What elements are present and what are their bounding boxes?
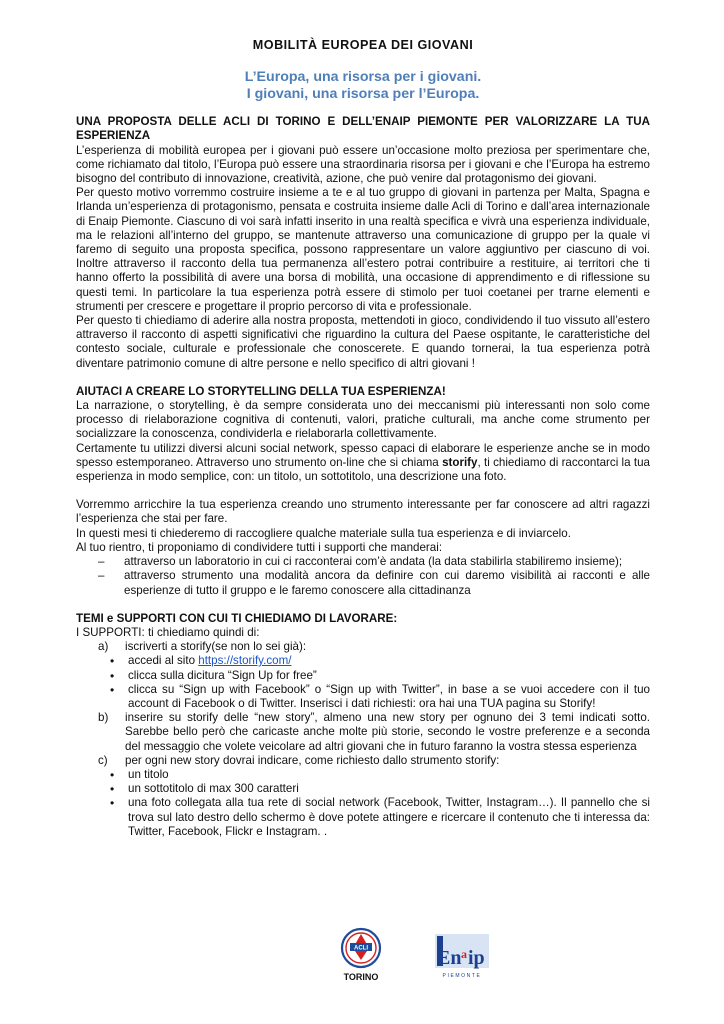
bullet-text: un sottotitolo di max 300 caratteri xyxy=(128,782,299,796)
bullet-text: una foto collegata alla tua rete di social network (Facebook, Twitter, Instagram…). Il pannello che si trova sul lato destro dello schermo è dove potete attingere e ricercare il contenuto che ti interessa da: Twitter, Facebook, Flickr e Instagram. . xyxy=(128,796,650,838)
list-item xyxy=(76,555,650,569)
step-a-label: a) xyxy=(98,640,109,654)
list-item xyxy=(76,768,650,782)
storytelling-paragraph-4: In questi mesi ti chiederemo di raccogliere qualche materiale sulla tua esperienza e di inviarcelo. xyxy=(76,526,571,540)
storytelling-p2-after: , ti chiediamo di raccontarci la tua esperienza in modo semplice, con: un titolo, un sottotitolo, una descrizione una foto. xyxy=(76,455,650,484)
storytelling-paragraph-2 xyxy=(76,442,650,485)
bullet-marker: • xyxy=(110,782,115,797)
bullet-marker: • xyxy=(110,668,115,683)
enaip-wordmark-end: ip xyxy=(468,947,485,969)
bullet-marker: • xyxy=(110,767,115,782)
step-c-bullets xyxy=(76,768,650,839)
list-item xyxy=(76,683,650,711)
storify-term: storify xyxy=(442,455,478,469)
acli-torino-logo xyxy=(338,926,384,984)
acli-wordmark: ACLI xyxy=(354,945,368,952)
list-item xyxy=(76,569,650,597)
bullet-text: clicca sulla dicitura “Sign Up for free” xyxy=(128,668,317,682)
proposal-paragraph-1: L’esperienza di mobilità europea per i giovani può essere un’occasione molto preziosa per sperimentare che, come richiamato dal titolo, l’Europa può essere una straordinaria risorsa per i giovani e che l’Europa ha estremo bisogno del contributo di innovazione, creatività, azione, che può venire dal protagonismo dei giovani. xyxy=(76,143,650,186)
acli-city-label: TORINO xyxy=(343,972,379,982)
bullet-text: un titolo xyxy=(128,767,169,781)
return-support-list xyxy=(76,555,650,598)
list-item xyxy=(76,654,650,668)
step-a-text: iscriverti a storify(se non lo sei già): xyxy=(125,640,307,654)
step-b-label: b) xyxy=(98,711,109,725)
step-b-text: inserire su storify delle “new story”, almeno una new story per ognuno dei 3 temi indicati sotto. Sarebbe bello però che caricaste anche molte più storie, secondo le vostre preferenze e a seconda del messaggio che volete veicolare ad altri giovani che in futuro faranno la vostra stessa esperienza xyxy=(125,711,650,753)
bullet-marker: • xyxy=(110,796,115,811)
step-c-label: c) xyxy=(98,753,108,767)
storytelling-paragraph-5: Al tuo rientro, ti proponiamo di condividere tutti i supporti che manderai: xyxy=(76,540,443,554)
footer-logos xyxy=(0,926,724,986)
storytelling-p2-before: Certamente tu utilizzi diversi alcuni social network, spesso capaci di elaborare le esperienze anche se in modo spesso estemporaneo. Attraverso uno strumento on-line che si chiama xyxy=(76,441,650,469)
section-themes-heading: TEMI e SUPPORTI CON CUI TI CHIEDIAMO DI LAVORARE: xyxy=(76,611,398,625)
list-item xyxy=(76,782,650,796)
section-proposal-heading: UNA PROPOSTA DELLE ACLI DI TORINO E DELL’ENAIP PIEMONTE PER VALORIZZARE LA TUA ESPERIENZA xyxy=(76,115,650,143)
bullet-marker: • xyxy=(110,682,115,697)
list-item-text: attraverso un laboratorio in cui ci racconterai com’è andata (la data stabilirla stabiliremo insieme); xyxy=(124,555,623,569)
subtitle-line-1: L’Europa, una risorsa per i giovani. xyxy=(244,69,482,86)
list-item xyxy=(76,796,650,839)
storytelling-paragraph-1: La narrazione, o storytelling, è da sempre considerata uno dei meccanismi più interessanti non solo come processo di rielaborazione cognitiva di contenuti, valori, pratiche culturali, ma anche come strumento per socializzare la conoscenza, condividerla e rielaborarla collettivamente. xyxy=(76,399,650,441)
proposal-paragraph-2: Per questo motivo vorremmo costruire insieme a te e al tuo gruppo di giovani in partenza per Malta, Spagna e Irlanda un’esperienza di protagonismo, pensata e costruita insieme dalle Acli di Torino e dall’area internazionale di Enaip Piemonte. Ciascuno di voi sarà infatti inserito in una realtà specifica e vivrà una esperienza individuale, ma le relazioni all’interno del gruppo, se mantenute attraverso una comunicazione di gruppo per la quale vi faremo di seguito una proposta specifica, possono rappresentare un valore aggiuntivo per ciascuno di voi. Inoltre attraverso il racconto della tua permanenza all’estero potrai contribuire a restituire, ai territori che ti hanno offerto la possibilità di avere una borsa di mobilità, una occasione di apprendimento e di riflessione su questi temi. In particolare la tua esperienza potrà essere di stimolo per tuoi coetanei per trarne elementi e strumenti per crescere e progettare il proprio percorso di vita e professionale. xyxy=(76,186,650,313)
enaip-region-label: PIEMONTE xyxy=(442,973,482,979)
document-body xyxy=(76,38,650,839)
document-title: MOBILITÀ EUROPEA DEI GIOVANI xyxy=(252,38,474,52)
step-a-bullets xyxy=(76,654,650,711)
storytelling-paragraph-3: Vorremmo arricchire la tua esperienza creando uno strumento interessante per far conoscere ad altri ragazzi l’esperienza che stai per fare. xyxy=(76,498,650,526)
storify-link[interactable]: https://storify.com/ xyxy=(198,654,292,668)
enaip-wordmark-start: En xyxy=(437,947,462,969)
list-item xyxy=(76,669,650,683)
bullet-text: accedi al sito xyxy=(128,654,199,668)
list-item-text: attraverso strumento una modalità ancora da definire con cui daremo visibilità ai racconti e alle esperienze di tutto il gruppo e le faremo conoscere alla cittadinanza xyxy=(124,569,650,597)
step-b xyxy=(76,711,650,754)
dash-marker: – xyxy=(98,569,105,583)
enaip-piemonte-logo xyxy=(433,930,491,980)
step-c xyxy=(76,754,650,768)
subtitle-line-2: I giovani, una risorsa per l’Europa. xyxy=(246,86,480,103)
proposal-paragraph-3: Per questo ti chiediamo di aderire alla nostra proposta, mettendoti in gioco, condividendo il tuo vissuto all’estero attraverso il racconto di aspetti significativi che riguardino la cultura del Paese ospitante, le caratteristiche del contesto sociale, culturale e professionale che conoscerete. E quando tornerai, la tua esperienza potrà diventare patrimonio comune di altre persone e nello specifico di altri giovani ! xyxy=(76,314,650,370)
step-a xyxy=(76,640,650,654)
supports-intro: I SUPPORTI: ti chiediamo quindi di: xyxy=(76,625,260,639)
bullet-marker: • xyxy=(110,654,115,669)
enaip-wordmark-middle: a xyxy=(461,947,467,961)
document-subtitle xyxy=(76,69,650,103)
dash-marker: – xyxy=(98,555,105,569)
section-storytelling-heading: AIUTACI A CREARE LO STORYTELLING DELLA TUA ESPERIENZA! xyxy=(76,384,446,398)
step-c-text: per ogni new story dovrai indicare, come richiesto dallo strumento storify: xyxy=(125,753,500,767)
bullet-text: clicca su “Sign up with Facebook” o “Sign up with Twitter”, in base a se vuoi accedere con il tuo account di Facebook o di Twitter. Inserisci i dati richiesti: ora hai una TUA pagina su Storify! xyxy=(128,682,650,710)
